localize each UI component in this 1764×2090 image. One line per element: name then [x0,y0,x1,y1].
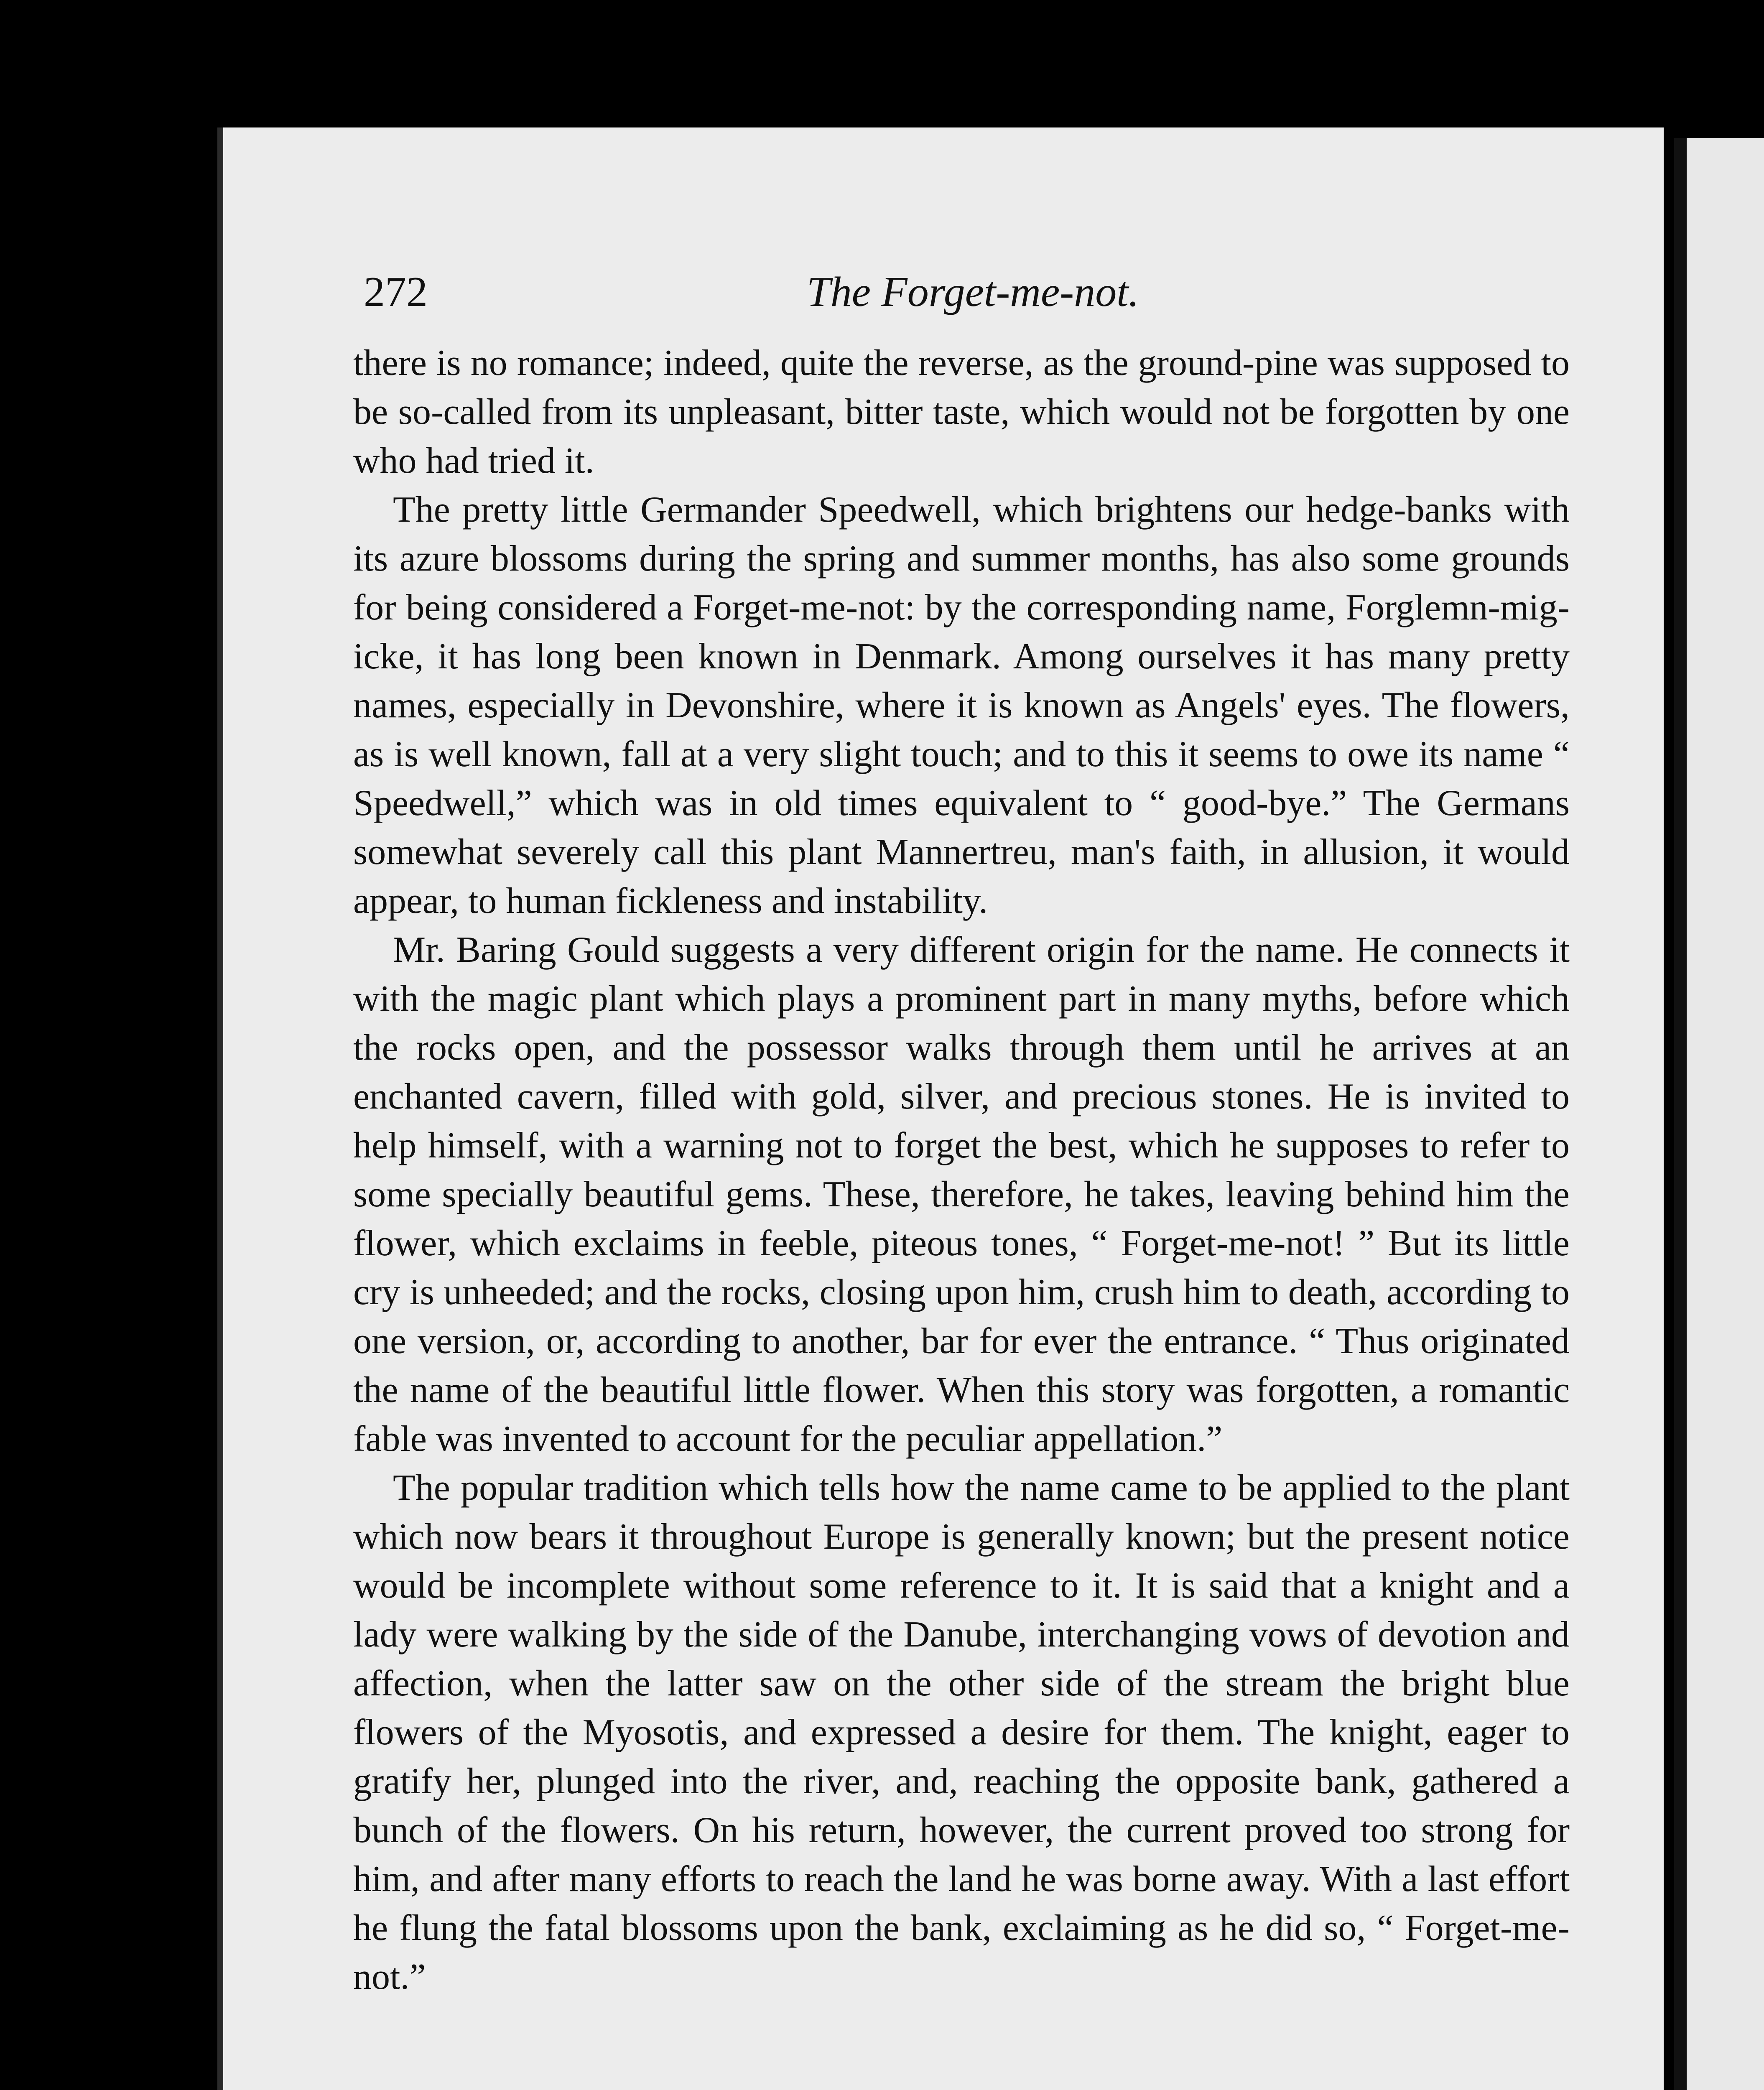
running-title: The Forget-me-not. [807,268,1139,316]
paragraph: Mr. Baring Gould suggests a very different origin for the name. He connects it with the magic plant which plays a prominent part in many myths, before which the rocks open, and the possessor walks through them until he arrives at an enchanted cavern, filled with gold, silver, and precious stones. He is invited to help himself, with a warning not to forget the best, which he supposes to refer to some specially beautiful gems. These, therefore, he takes, leaving behind him the flower, which exclaims in feeble, piteous tones, “ Forget-me-not! ” But its little cry is unheeded; and the rocks, closing upon him, crush him to death, according to one version, or, according to another, bar for ever the entrance. “ Thus originated the name of the beautiful little flower. When this story was forgotten, a romantic fable was invented to account for the peculiar appellation.” [353,930,1570,1459]
facing-page-edge [1674,138,1764,2090]
paragraph: The popular tradition which tells how the name came to be applied to the plant which now bears it throughout Europe is generally known; but the present notice would be incomplete without some reference to it. It is said that a knight and a lady were walking by the side of the Danube, interchanging vows of devotion and affection, when the latter saw on the other side of the stream the bright blue flowers of the Myosotis, and expressed a desire for them. The knight, eager to gratify her, plunged into the river, and, reaching the opposite bank, gathered a bunch of the flowers. On his return, however, the current proved too strong for him, and after many efforts to reach the land he was borne away. With a last effort he flung the fatal blossoms upon the bank, exclaiming as he did so, “ Forget-me-not.” [353,1468,1570,1997]
page-number: 272 [364,268,428,316]
paragraph: there is no romance; indeed, quite the reverse, as the ground-pine was supposed to be so-called from its unpleasant, bitter taste, which would not be forgotten by one who had tried it. [353,343,1570,481]
paragraph: The pretty little Germander Speedwell, which brightens our hedge-banks with its azure blossoms during the spring and summer months, has also some grounds for being considered a Forget-me-not: by the corresponding name, Forglemn-mig-icke, it has long been known in Denmark. Among ourselves it has many pretty names, especially in Devonshire, where it is known as Angels' eyes. The flowers, as is well known, fall at a very slight touch; and to this it seems to owe its name “ Speedwell,” which was in old times equivalent to “ good-bye.” The Germans somewhat severely call this plant Mannertreu, man's faith, in allusion, it would appear, to human fickleness and instability. [353,489,1570,921]
page-header [364,268,1568,318]
body-text [353,339,1570,2001]
